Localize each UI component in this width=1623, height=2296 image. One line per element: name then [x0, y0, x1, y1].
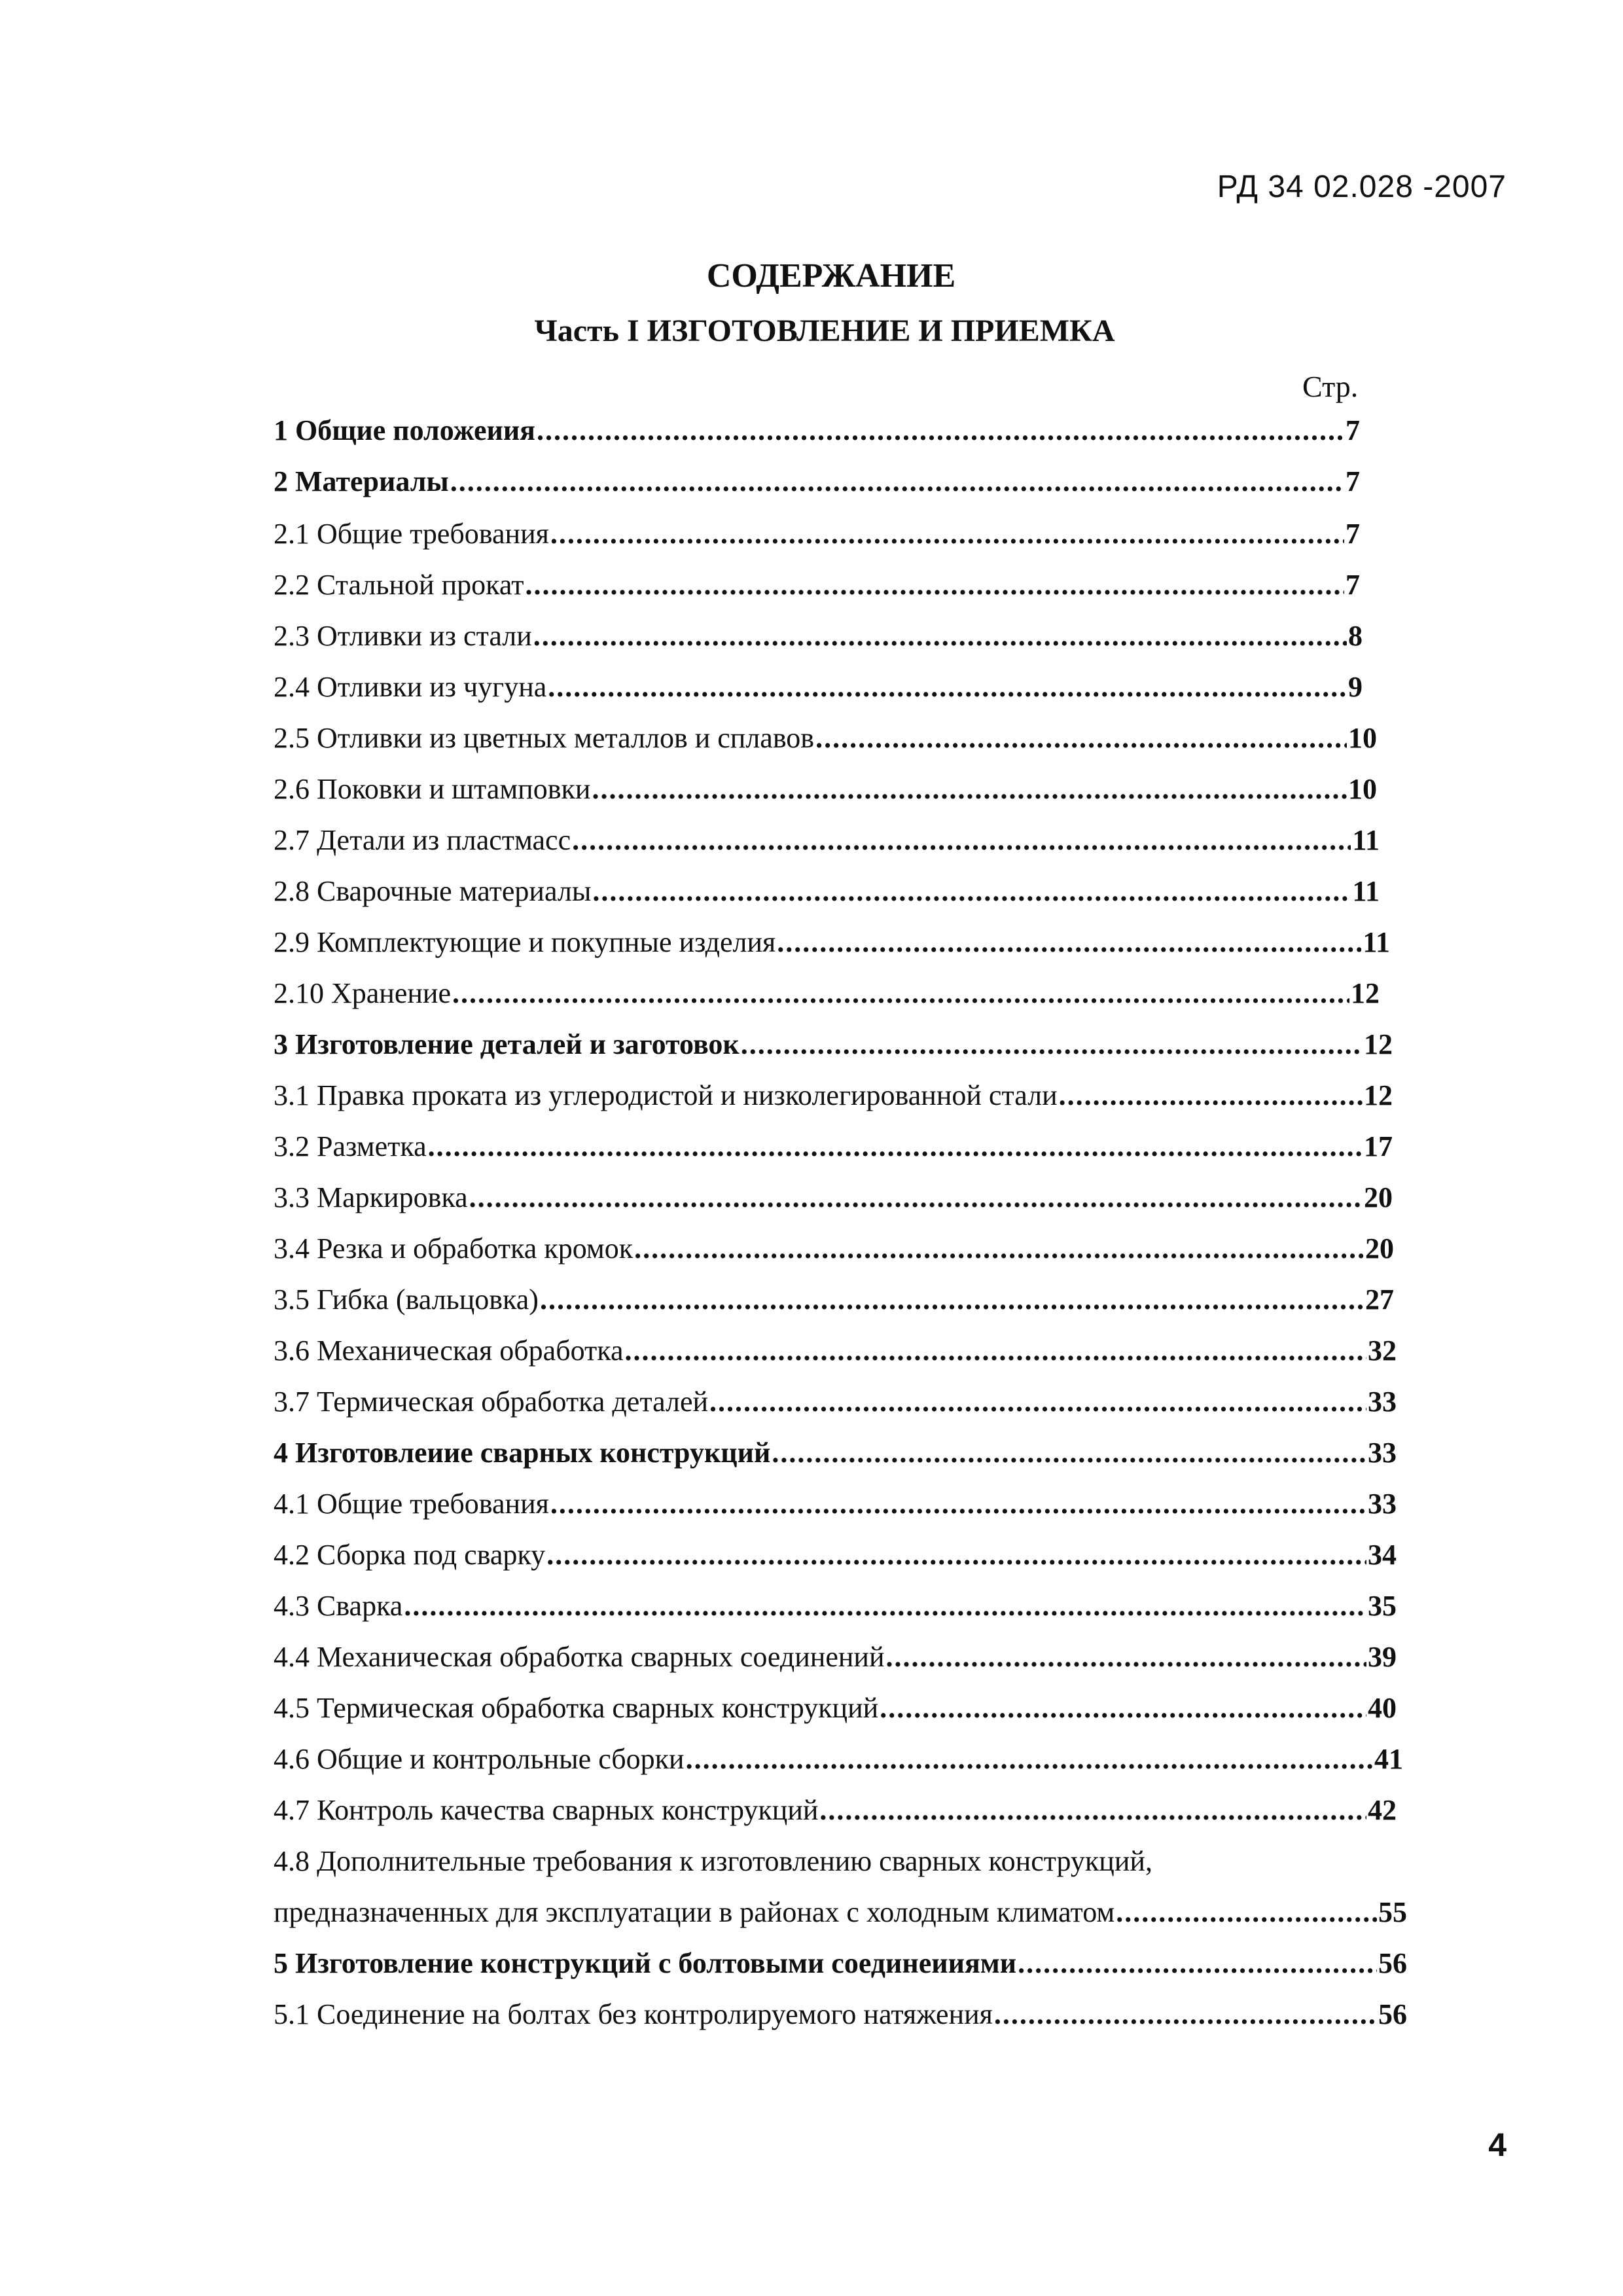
- toc-leader-dots: [452, 973, 1349, 1014]
- toc-entry: [274, 1892, 1407, 1933]
- toc-entry-title: 3 Изготовление деталей и заготовок: [274, 1028, 740, 1060]
- toc-entry: [274, 410, 1360, 452]
- toc-leader-dots: [1116, 1892, 1377, 1933]
- toc-leader-dots: [772, 1432, 1366, 1474]
- page-number: 4: [1488, 2126, 1507, 2163]
- toc-entry: [274, 513, 1360, 555]
- toc-entry: [274, 1687, 1397, 1729]
- toc-leader-dots: [404, 1585, 1366, 1627]
- toc-entry-page: 7: [1346, 414, 1360, 446]
- toc-entry: [274, 1789, 1397, 1831]
- toc-entry-title: 3.2 Разметка: [274, 1130, 427, 1162]
- toc-entry-page: 20: [1364, 1181, 1393, 1213]
- toc-entry: [274, 1279, 1394, 1321]
- toc-leader-dots: [741, 1024, 1363, 1066]
- toc-leader-dots: [686, 1738, 1373, 1780]
- toc-entry-page: 10: [1348, 722, 1377, 754]
- toc-entry-title: 4.6 Общие и контрольные сборки: [274, 1743, 685, 1775]
- toc-entry-title: 2.7 Детали из пластмасс: [274, 824, 571, 856]
- toc-leader-dots: [886, 1636, 1366, 1678]
- toc-leader-dots: [880, 1687, 1366, 1729]
- toc-entry-page: 56: [1378, 1998, 1407, 2030]
- toc-leader-dots: [625, 1330, 1367, 1372]
- toc-entry: [274, 615, 1363, 657]
- toc-leader-dots: [572, 819, 1351, 861]
- toc-entry-title: 2.3 Отливки из стали: [274, 620, 532, 652]
- toc-entry: [274, 1177, 1393, 1219]
- toc-entry-title: 2.4 Отливки из чугуна: [274, 671, 547, 703]
- toc-entry-page: 11: [1363, 926, 1390, 958]
- toc-leader-dots: [815, 717, 1347, 759]
- toc-entry: [274, 870, 1380, 912]
- toc-entry-page: 39: [1368, 1641, 1397, 1673]
- toc-entry: [274, 1840, 1397, 1882]
- toc-entry-page: 11: [1352, 875, 1380, 907]
- toc-leader-dots: [546, 1534, 1366, 1576]
- toc-entry-title: 4.5 Термическая обработка сварных конструкций: [274, 1692, 879, 1724]
- toc-entry-title: 2.6 Поковки и штамповки: [274, 773, 591, 805]
- toc-entry-title: 2.9 Комплектующие и покупные изделия: [274, 926, 776, 958]
- toc-entry-title: 4.2 Сборка под сварку: [274, 1539, 546, 1571]
- toc-entry: [274, 1585, 1397, 1627]
- toc-entry: [274, 1075, 1393, 1117]
- toc-entry-page: 20: [1365, 1232, 1394, 1265]
- toc-entry-page: 41: [1374, 1743, 1403, 1775]
- toc-entry-page: 27: [1365, 1283, 1394, 1316]
- toc-entry-page: 12: [1351, 977, 1380, 1009]
- toc-leader-dots: [525, 564, 1344, 606]
- toc-entry: [274, 1126, 1393, 1168]
- toc-entry-title: 1 Общие положеиия: [274, 414, 535, 446]
- page-column-header: Стр.: [1302, 370, 1359, 403]
- toc-entry-title: 5 Изготовление конструкций с болтовыми соединеииями: [274, 1947, 1017, 1979]
- toc-leader-dots: [548, 666, 1347, 708]
- toc-entry: [274, 717, 1377, 759]
- toc-entry-page: 33: [1368, 1437, 1397, 1469]
- toc-leader-dots: [709, 1381, 1366, 1423]
- toc-entry-page: 17: [1364, 1130, 1393, 1162]
- toc-entry: [274, 1483, 1397, 1525]
- toc-entry: [274, 1228, 1394, 1270]
- toc-entry-page: 56: [1378, 1947, 1407, 1979]
- toc-entry: [274, 564, 1360, 606]
- toc-entry-page: 11: [1352, 824, 1380, 856]
- toc-entry: [274, 922, 1390, 963]
- document-code: РД 34 02.028 -2007: [1217, 170, 1507, 204]
- toc-entry: [274, 1432, 1397, 1474]
- toc-leader-dots: [537, 410, 1344, 452]
- toc-leader-dots: [550, 1483, 1366, 1525]
- toc-entry-title: 4.1 Общие требования: [274, 1488, 549, 1520]
- toc-leader-dots: [450, 461, 1344, 503]
- toc-entry-page: 7: [1346, 569, 1360, 601]
- toc-entry: [274, 1994, 1407, 2036]
- toc-entry-page: 35: [1368, 1590, 1397, 1622]
- page-title: СОДЕРЖАНИЕ: [706, 257, 956, 295]
- toc-leader-dots: [819, 1789, 1366, 1831]
- toc-leader-dots: [592, 870, 1351, 912]
- toc-leader-dots: [634, 1228, 1364, 1270]
- toc-leader-dots: [777, 922, 1361, 963]
- toc-entry-title: 3.5 Гибка (вальцовка): [274, 1283, 539, 1316]
- toc-entry-title: 3.7 Термическая обработка деталей: [274, 1386, 709, 1418]
- toc-entry: [274, 1738, 1403, 1780]
- toc-entry: [274, 1534, 1397, 1576]
- toc-leader-dots: [1018, 1943, 1377, 1984]
- toc-leader-dots: [1059, 1075, 1363, 1117]
- toc-entry-title: предназначенных для эксплуатации в районах с холодным климатом: [274, 1896, 1115, 1928]
- toc-entry: [274, 1943, 1407, 1984]
- toc-entry: [274, 1636, 1397, 1678]
- toc-entry-page: 10: [1348, 773, 1377, 805]
- toc-entry-title: 3.1 Правка проката из углеродистой и низколегированной стали: [274, 1079, 1058, 1111]
- toc-entry-title: 4.4 Механическая обработка сварных соединений: [274, 1641, 885, 1673]
- toc-entry-page: 8: [1348, 620, 1363, 652]
- toc-entry-title: 5.1 Соединение на болтах без контролируемого натяжения: [274, 1998, 993, 2030]
- toc-entry-page: 33: [1368, 1488, 1397, 1520]
- toc-leader-dots: [540, 1279, 1364, 1321]
- toc-leader-dots: [428, 1126, 1363, 1168]
- toc-entry: [274, 461, 1360, 503]
- toc-entry: [274, 666, 1363, 708]
- table-of-contents: [0, 410, 1623, 2125]
- toc-entry: [274, 973, 1380, 1014]
- toc-entry-title: 2 Материалы: [274, 465, 449, 497]
- toc-entry-page: 34: [1368, 1539, 1397, 1571]
- toc-entry-title: 2.2 Стальной прокат: [274, 569, 524, 601]
- toc-entry-page: 9: [1348, 671, 1363, 703]
- toc-entry-title: 2.1 Общие требования: [274, 518, 549, 550]
- toc-entry-page: 32: [1368, 1335, 1397, 1367]
- toc-entry-page: 12: [1364, 1028, 1393, 1060]
- toc-entry-title: 3.6 Механическая обработка: [274, 1335, 624, 1367]
- toc-leader-dots: [550, 513, 1344, 555]
- toc-entry-title: 4.7 Контроль качества сварных конструкций: [274, 1794, 819, 1826]
- toc-leader-dots: [994, 1994, 1377, 2036]
- toc-entry: [274, 1024, 1393, 1066]
- part-subtitle: Часть I ИЗГОТОВЛЕНИЕ И ПРИЕМКА: [534, 314, 1115, 348]
- toc-entry-title: 3.3 Маркировка: [274, 1181, 468, 1213]
- toc-entry-page: 55: [1378, 1896, 1407, 1928]
- toc-entry: [274, 819, 1380, 861]
- toc-leader-dots: [592, 768, 1347, 810]
- toc-entry-title: 4 Изготовлеиие сварных конструкций: [274, 1437, 771, 1469]
- toc-entry-page: 7: [1346, 518, 1360, 550]
- toc-entry: [274, 1330, 1397, 1372]
- toc-entry: [274, 768, 1377, 810]
- toc-entry-title: 2.10 Хранение: [274, 977, 452, 1009]
- toc-entry-page: 7: [1346, 465, 1360, 497]
- toc-entry-page: 40: [1368, 1692, 1397, 1724]
- toc-entry-page: 12: [1364, 1079, 1393, 1111]
- toc-entry: [274, 1381, 1397, 1423]
- toc-entry-title: 4.3 Сварка: [274, 1590, 403, 1622]
- toc-entry-title: 2.8 Сварочные материалы: [274, 875, 592, 907]
- toc-entry-page: 33: [1368, 1386, 1397, 1418]
- toc-entry-title: 3.4 Резка и обработка кромок: [274, 1232, 633, 1265]
- toc-entry-title: 2.5 Отливки из цветных металлов и сплавов: [274, 722, 815, 754]
- toc-leader-dots: [533, 615, 1347, 657]
- toc-entry-title: 4.8 Дополнительные требования к изготовлению сварных конструкций,: [274, 1845, 1152, 1877]
- toc-entry-page: 42: [1368, 1794, 1397, 1826]
- toc-leader-dots: [469, 1177, 1363, 1219]
